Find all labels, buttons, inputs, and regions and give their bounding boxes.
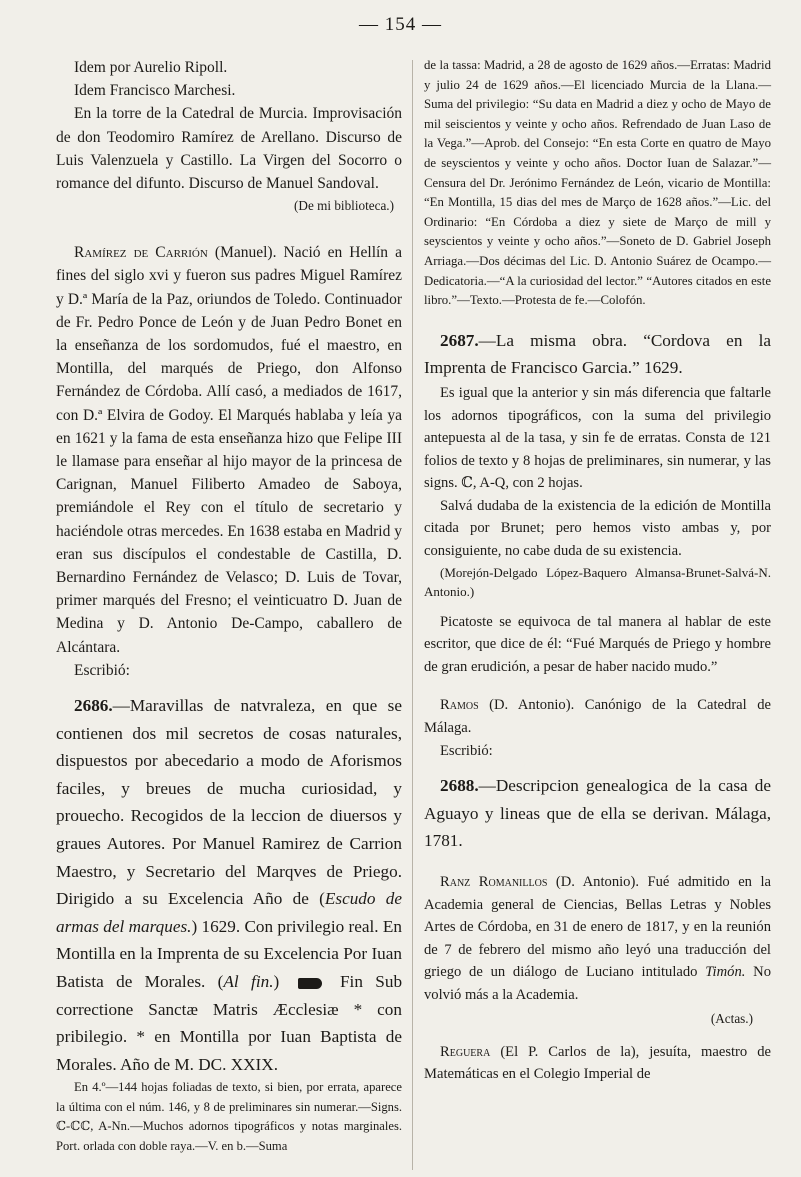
entry-title: —Descripcion genealogica de la casa de Aguayo y lineas que de ella se derivan. Málaga, 1781. [424,776,771,851]
entry-ranz-romanillos [424,871,771,1007]
paragraph: Es igual que la anterior y sin más diferencia que faltarle los adornos tipográficos, con la suma del privilegio antepuesta al de la tasa, y sin fe de erratas. Consta de 121 folios de texto y 8 hojas de preliminares, sin numerar, y las signs. ℂ, A-Q, con 2 hojas. [424,384,771,492]
entry-text: (D. Antonio). Canónigo de la Catedral de Málaga. [424,697,771,737]
pointing-hand-icon [298,978,322,989]
paragraph: En la torre de la Catedral de Murcia. Improvisación de don Teodomiro Ramírez de Arellano. Discurso de Luis Valenzuela y Castillo. La Virgen del Socorro o romance del difunto. Discurso de Manuel Sandoval. [56,105,402,193]
paragraph: Salvá dudaba de la existencia de la edición de Montilla citada por Brunet; pero hemos visto ambas y, por consiguiente, no cabe duda de su existencia. [424,497,771,560]
entry-title-cont: ) 1629. Con privilegio real. En Montilla en la Imprenta de su Excelencia Por Iuan Batista de Morales. ( [56,916,402,992]
entry-2686 [56,692,402,1078]
author-name: Ramos [440,697,479,714]
entry-2687 [424,327,771,382]
entry-text: (El P. Carlos de la), jesuíta, maestro de Matemáticas en el Colegio Imperial de [424,1043,771,1083]
entry-title-cont: Sub correctione Sanctæ Matris Æcclesiæ * con pribilegio. * en Montilla por Iuan Baptista de Morales. Año de M. DC. XXIX. [56,972,403,1074]
source-note: (Actas.) [710,1010,753,1026]
source-note: (De mi biblioteca.) [294,198,394,214]
escribio-label: Escribió: [440,742,493,759]
entry-title-italic: Escudo de armas del marques. [56,889,402,936]
right-column [424,56,771,1086]
entry-number: 2688. [440,776,479,796]
entry-ramos [424,694,771,739]
left-column [56,56,402,1156]
citation: (Morejón-Delgado López-Baquero Almansa-Brunet-Salvá-N. Antonio.) [424,564,771,599]
entry-description: En 4.º—144 hojas foliadas de texto, si bien, por errata, aparece la última con el núm. 146, y 8 de preliminares sin numerar.—Signs. ℂ-ℂℂ, A-Nn.—Muchos adornos tipográficos y notas marginales. Port. orlada con doble raya.—V. en b.—Suma [56,1080,402,1153]
escribio-label: Escribió: [74,661,130,679]
al-fin-label: Al fin. [223,972,274,992]
entry-title: —La misma obra. “Cordova en la Imprenta de Francisco Garcia.” 1629. [424,330,771,378]
entry-title-cont: ) [273,972,280,992]
entry-number: 2687. [440,330,479,350]
text-line: Idem Francisco Marchesi. [74,82,236,100]
text-line: Idem por Aurelio Ripoll. [74,59,228,76]
paragraph: Picatoste se equivoca de tal manera al hablar de este escritor, que dice de él: “Fué Marqués de Priego y hombre de gran erudición, a pesar de haber nacido mudo.” [424,613,771,675]
entry-reguera [424,1041,771,1086]
fin-label: Fin [339,972,363,992]
entry-2688 [424,772,771,855]
entry-text: (Manuel). Nació en Hellín a fines del siglo xvi y fueron sus padres Miguel Ramírez y D.ª María de la Paz, oriundos de Toledo. Continuador de Fr. Pedro Ponce de León y de Juan Pedro Bonet en la enseñanza de los sordomudos, fué el maestro, en Montilla, del marqués de Priego, don Alfonso Fernández de Córdoba. Allí casó, a mediados de 1617, con D.ª Elvira de Godoy. El Marqués hablaba y leía ya en 1621 y la fama de esta enseñanza hizo que Felipe III le llamase para enseñar al hijo mayor de la princesa de Carignan, Manuel Filiberto Amadeo de Saboya, premiándole el Rey con el título de secretario y haciéndole otras mercedes. En 1638 estaba en Madrid y eran sus discípulos el condestable de Castilla, D. Bernardino Fernández de Velasco; D. Luis de Tovar, primer marqués del Fresno; el veinticuatro D. Juan de Medina y D. Antonio De-Campo, caballero de Alcántara. [56,244,403,656]
author-name: Ramírez de Carrión [74,244,208,262]
entry-ramirez-de-carrion [56,241,402,659]
page-number: — 154 — [359,14,442,35]
author-name: Ranz Romanillos [440,874,548,890]
entry-title: —Maravillas de natvraleza, en que se contienen dos mil secretos de cosas naturales, dispuestos por abecedario a modo de Aforismos faciles, y breues de mucha curiosidad, y prouecho. Recogidos de la leccion de diuersos y graues Autores. Por Manuel Ramirez de Carrion Maestro, y Secretario del Marqves de Priego. Dirigido a su Excelencia Año de ( [56,696,402,909]
entry-description-cont: de la tassa: Madrid, a 28 de agosto de 1629 años.—Erratas: Madrid y julio 24 de 1629 años.—El licenciado Murcia de la Llana.—Suma del privilegio: “Su data en Madrid a diez y ocho de Mayo de mil seiscientos y veinte y ocho años. Refrendado de Juan Laso de la Vega.”—Aprob. del Consejo: “En esta Corte en quatro de Mayo de seyscientos y veinte y ocho años. Doctor Iuan de Salazar.”—Censura del Dr. Jerónimo Fernández de León, vicario de Montilla: “En Montilla, 15 dias del mes de Março de 1628 años.”—Lic. del Ordinario: “En Córdoba a diez y siete de Março de mill y seyscientos y veinte y ocho años.”—Soneto de D. Gabriel Joseph Arriaga.—Dos décimas del Lic. D. Antonio Suárez de Ocampo.—Dedicatoria.—“A la curiosidad del lector.” “Autores citados en este libro.”—Texto.—Protesta de fe.—Colofón. [424,58,771,308]
author-name: Reguera [440,1043,491,1060]
work-title: Timón. [705,964,746,981]
entry-number: 2686. [74,696,113,716]
entry-text: (D. Antonio). Fué admitido en la Academia general de Ciencias, Bellas Letras y Nobles Artes de Córdoba, en 31 de enero de 1817, y en la reunión de 7 de febrero del mismo año leyó una traducción del griego de un diálogo de Luciano intitulado [424,874,771,981]
column-divider [412,60,413,1170]
entry-text: No volvió más a la Academia. [424,964,772,1003]
